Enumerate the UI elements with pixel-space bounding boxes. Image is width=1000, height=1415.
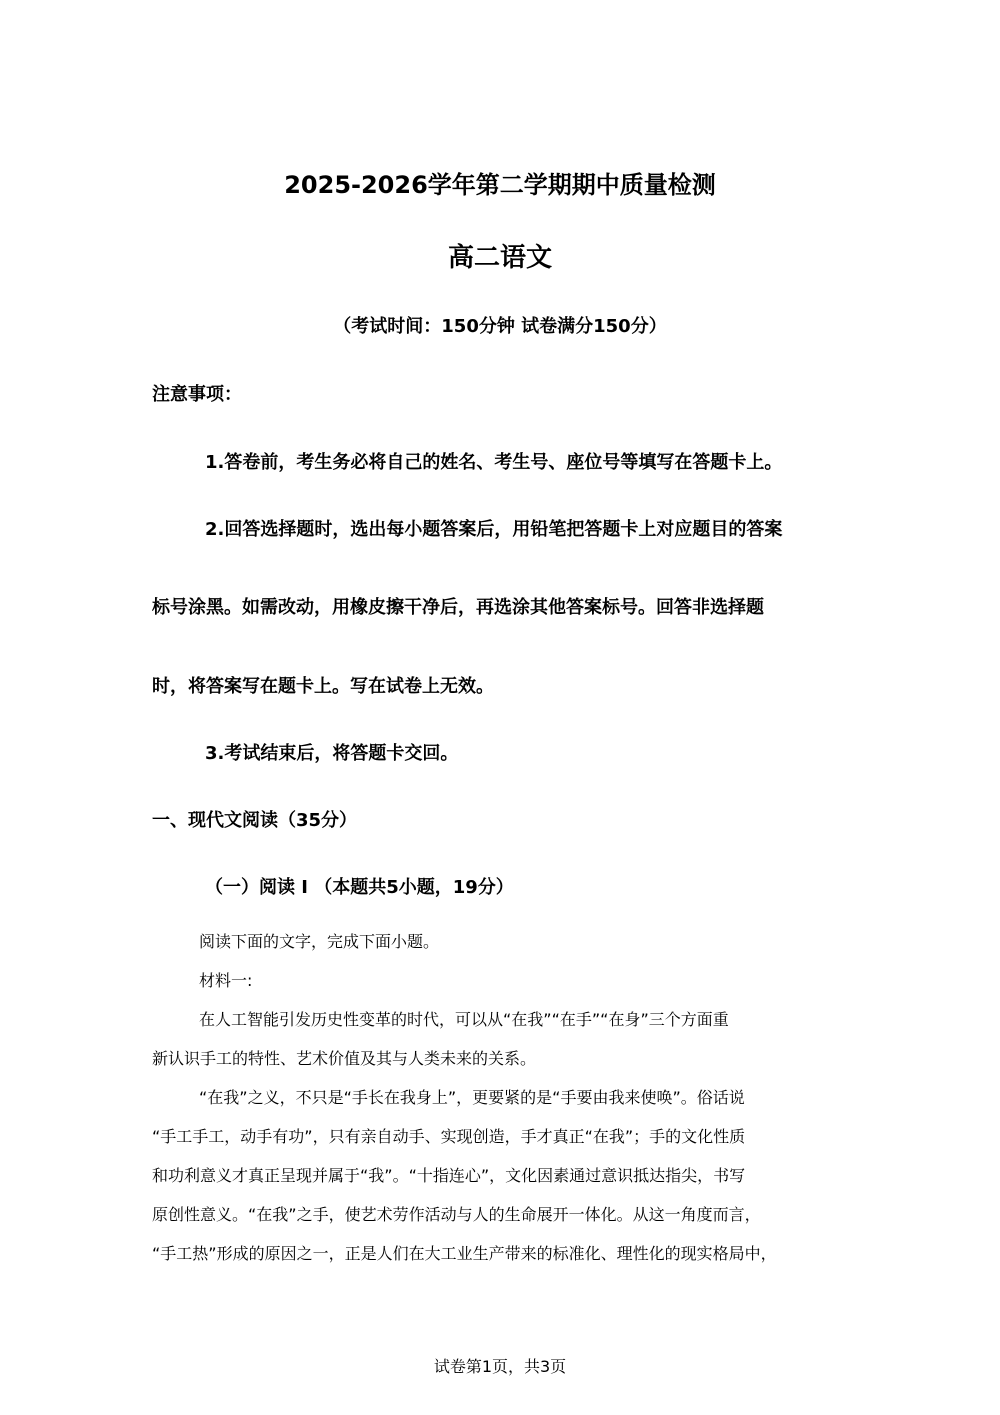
passage-line: 新认识手工的特性、艺术价值及其与人类未来的关系。 [152,1049,537,1068]
notice-item-1: 1.答卷前，考生务必将自己的姓名、考生号、座位号等填写在答题卡上。 [205,452,783,473]
section-heading: 一、现代文阅读（35分） [152,810,358,831]
passage-line: 原创性意义。“在我”之手，使艺术劳作活动与人的生命展开一体化。从这一角度而言， [152,1205,761,1224]
passage-line: “手工手工，动手有功”，只有亲自动手、实现创造，手才真正“在我”；手的文化性质 [152,1127,746,1146]
passage-line: 和功利意义才真正呈现并属于“我”。“十指连心”，文化因素通过意识抵达指尖，书写 [152,1166,746,1185]
exam-info: （考试时间：150分钟 试卷满分150分） [333,316,667,337]
subsection-heading: （一）阅读 I （本题共5小题，19分） [205,877,514,898]
notice-heading: 注意事项： [152,384,242,405]
passage-line: 在人工智能引发历史性变革的时代，可以从“在我”“在手”“在身”三个方面重 [199,1010,729,1029]
notice-item-2-line-2: 标号涂黑。如需改动，用橡皮擦干净后，再选涂其他答案标号。回答非选择题 [152,597,764,618]
page-footer: 试卷第1页，共3页 [433,1357,567,1376]
passage-line: “手工热”形成的原因之一，正是人们在大工业生产带来的标准化、理性化的现实格局中， [152,1244,777,1263]
subject-title: 高二语文 [447,243,552,273]
notice-item-3: 3.考试结束后，将答题卡交回。 [205,743,459,764]
notice-item-2-line-1: 2.回答选择题时，选出每小题答案后，用铅笔把答题卡上对应题目的答案 [205,519,783,540]
reading-instruction: 阅读下面的文字，完成下面小题。 [199,932,440,951]
exam-title: 2025-2026学年第二学期期中质量检测 [284,171,716,199]
passage-line: “在我”之义，不只是“手长在我身上”，更要紧的是“手要由我来使唤”。俗话说 [199,1088,745,1107]
notice-item-2-line-3: 时，将答案写在题卡上。写在试卷上无效。 [152,676,494,697]
material-label: 材料一: [199,971,253,990]
